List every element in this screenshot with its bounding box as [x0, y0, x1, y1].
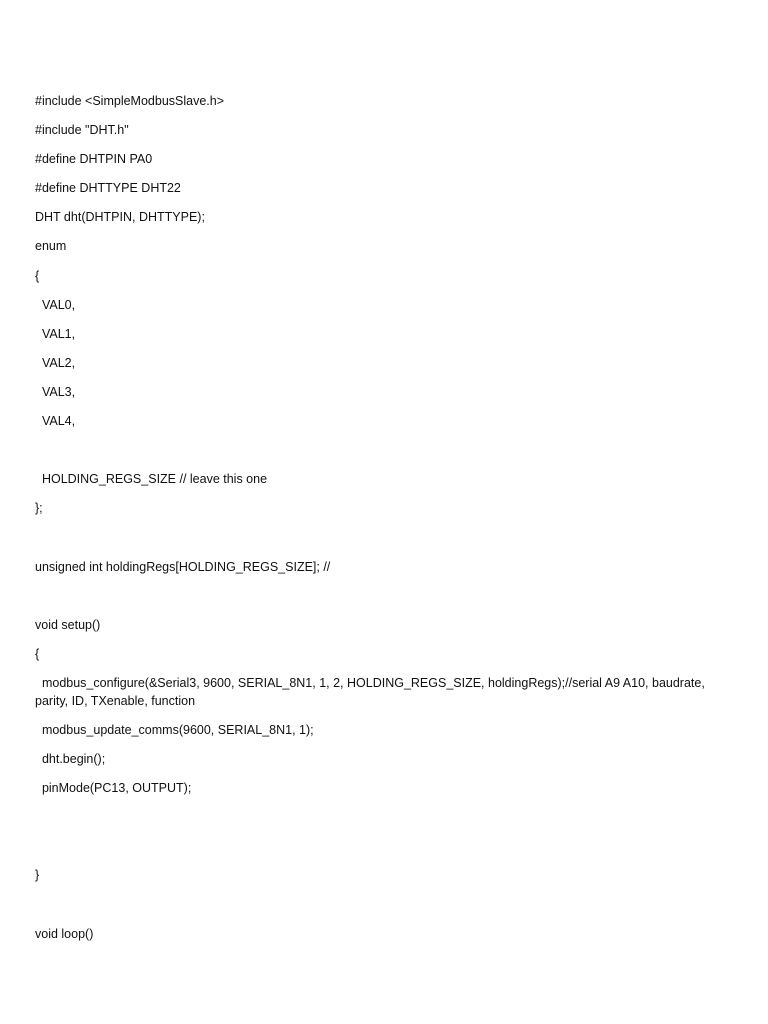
code-line: modbus_update_comms(9600, SERIAL_8N1, 1); — [35, 722, 314, 737]
code-line: dht.begin(); — [35, 751, 106, 766]
code-line: void loop() — [35, 926, 94, 941]
code-line: pinMode(PC13, OUTPUT); — [35, 781, 192, 796]
blank-line — [35, 837, 735, 866]
code-line: #define DHTPIN PA0 — [35, 152, 153, 167]
code-line: #include <SimpleModbusSlave.h> — [35, 94, 225, 108]
code-line: HOLDING_REGS_SIZE // leave this one — [35, 472, 268, 487]
code-line: VAL1, — [35, 326, 76, 341]
code-line: #define DHTTYPE DHT22 — [35, 181, 181, 196]
code-line: void setup() — [35, 617, 101, 632]
blank-line — [35, 808, 735, 837]
code-line: }; — [35, 501, 43, 516]
code-line: VAL2, — [35, 355, 76, 370]
blank-line — [35, 528, 735, 557]
code-line: { — [35, 646, 40, 661]
code-line: enum — [35, 239, 67, 254]
blank-line — [35, 441, 735, 470]
blank-line — [35, 895, 735, 924]
code-line: modbus_configure(&Serial3, 9600, SERIAL_8N1, 1, 2, HOLDING_REGS_SIZE, holdingRegs);//serial A9 A10, baudrate, parity, ID, TXenable, function — [35, 675, 709, 708]
code-line: DHT dht(DHTPIN, DHTTYPE); — [35, 210, 205, 225]
code-line: unsigned int holdingRegs[HOLDING_REGS_SIZE]; // — [35, 559, 331, 574]
code-line: #include "DHT.h" — [35, 123, 129, 138]
code-line: { — [35, 268, 40, 283]
code-listing — [35, 92, 735, 954]
code-line: VAL0, — [35, 297, 76, 312]
blank-line — [35, 587, 735, 616]
code-line: VAL3, — [35, 384, 76, 399]
code-line: } — [35, 868, 40, 883]
code-line: VAL4, — [35, 414, 76, 429]
